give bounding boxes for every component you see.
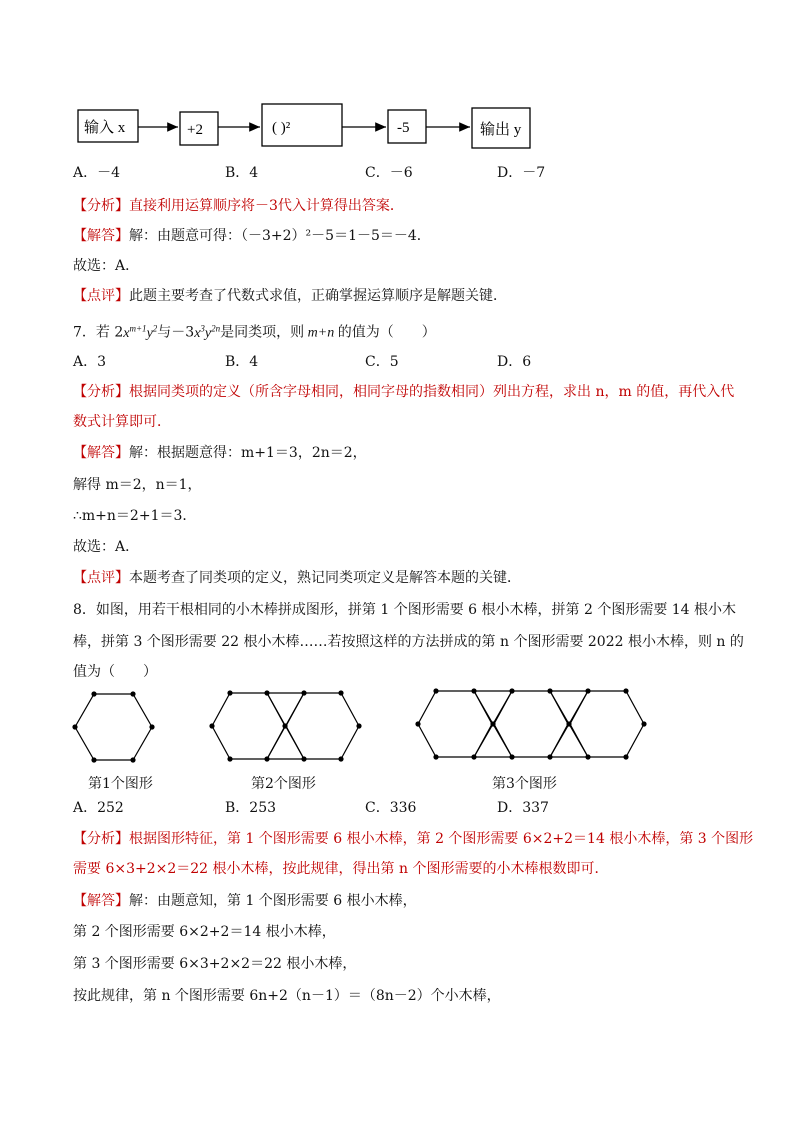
q6-option-d: D．－7	[497, 165, 546, 181]
q7-stem-part: 的值为（ ）	[337, 324, 436, 341]
q8-answer-line3: 第 3 个图形需要 6×3+2×2＝22 根小木棒，	[73, 956, 357, 972]
flow-input-text: 输入 x	[84, 120, 126, 136]
q8-option-c: C．336	[365, 800, 417, 816]
q7-stem-part: 与－3	[157, 324, 195, 341]
hexagon-figure-1	[75, 694, 152, 760]
flow-output-text: 输出 y	[480, 122, 522, 138]
answer-tag: 【解答】	[73, 228, 129, 244]
q8-analysis-line2: 需要 6×3+2×2＝22 根小木棒，按此规律，得出第 n 个图形需要的小木棒根数即可．	[73, 861, 609, 877]
q7-option-c: C．5	[365, 354, 399, 370]
q7-analysis-text: 根据同类项的定义（所含字母相同，相同字母的指数相同）列出方程，求出 n，m 的值，再代入代	[129, 384, 735, 400]
hexagon-figure-2-left	[212, 693, 285, 759]
q8-option-a: A．252	[73, 800, 124, 816]
q8-answer-line4: 按此规律，第 n 个图形需要 6n+2（n－1）＝（8n－2）个小木棒，	[73, 988, 501, 1004]
answer-tag: 【解答】	[73, 445, 129, 461]
hexagon-figure-3-a	[418, 691, 492, 757]
q8-analysis	[73, 829, 753, 849]
q7-comment	[73, 568, 521, 588]
q7-option-b: B．4	[225, 354, 259, 370]
q8-answer-line2: 第 2 个图形需要 6×2+2＝14 根小木棒，	[73, 924, 336, 940]
flow-step1-text: +2	[187, 122, 203, 138]
hexagon-figure-2-right	[286, 693, 359, 759]
comment-tag: 【点评】	[73, 570, 129, 586]
hexagon-figure-3-b	[494, 691, 568, 757]
q8-stem-line3: 值为（ ）	[73, 664, 157, 680]
q8-option-b: B．253	[225, 800, 277, 816]
analysis-tag: 【分析】	[73, 198, 129, 214]
q7-comment-text: 本题考查了同类项的定义，熟记同类项定义是解答本题的关键．	[129, 570, 521, 586]
q6-comment	[73, 286, 507, 306]
comment-tag: 【点评】	[73, 288, 129, 304]
q8-stem-line1: 8．如图，用若干根相同的小木棒拼成图形，拼第 1 个图形需要 6 根小木棒，拼第 2 个图形需要 14 根小木	[73, 602, 737, 618]
flow-diagram	[0, 0, 794, 160]
q6-option-c: C．－6	[365, 165, 413, 181]
q7-stem-part: 7．若 2	[73, 324, 124, 341]
q8-answer-text: 解：由题意知，第 1 个图形需要 6 根小木棒，	[129, 893, 417, 909]
q7-choice: 故选：A．	[73, 539, 140, 555]
q6-analysis-text: 直接利用运算顺序将－3代入计算得出答案．	[129, 198, 404, 214]
q7-stem-part: 是同类项，则	[220, 324, 305, 341]
q7-answer	[73, 443, 367, 463]
q6-option-a: A．－4	[73, 165, 121, 181]
q6-analysis	[73, 196, 404, 216]
q6-choice: 故选：A．	[73, 258, 140, 274]
q8-stem-line2: 棒，拼第 3 个图形需要 22 根小木棒……若按照这样的方法拼成的第 n 个图形需要 2022 根小木棒，则 n 的	[73, 634, 744, 650]
hexagon-figure-3-c	[570, 691, 644, 757]
q7-answer-line3: ∴m+n＝2+1＝3．	[73, 508, 197, 524]
figure-1-label: 第1个图形	[88, 776, 153, 792]
answer-tag: 【解答】	[73, 893, 129, 909]
q6-option-b: B．4	[225, 165, 259, 181]
q7-stem: 7．若 $2x^{m+1}y^2$与$-3x^3y^{2n}$是同类项，则 m+n 的值为（ ）	[73, 323, 436, 341]
figure-3-label: 第3个图形	[492, 776, 557, 792]
q7-option-d: D．6	[497, 354, 532, 370]
flow-step2-text: ( )²	[272, 120, 291, 136]
q6-answer-text: 解：由题意可得：（－3+2）²－5＝1－5＝－4．	[129, 228, 431, 244]
q7-answer-line2: 解得 m＝2，n＝1，	[73, 477, 202, 493]
flow-step3-text: -5	[397, 120, 410, 136]
q8-option-d: D．337	[497, 800, 549, 816]
analysis-tag: 【分析】	[73, 384, 129, 400]
q6-answer	[73, 226, 431, 246]
q6-comment-text: 此题主要考查了代数式求值，正确掌握运算顺序是解题关键．	[129, 288, 507, 304]
q7-analysis	[73, 382, 734, 402]
figure-2-label: 第2个图形	[251, 776, 316, 792]
q7-answer-text: 解：根据题意得：m+1＝3，2n＝2，	[129, 445, 367, 461]
analysis-tag: 【分析】	[73, 831, 129, 847]
q7-analysis-line2: 数式计算即可．	[73, 414, 171, 430]
q8-answer	[73, 891, 417, 911]
q8-analysis-text: 根据图形特征，第 1 个图形需要 6 根小木棒，第 2 个图形需要 6×2+2＝14 根小木棒，第 3 个图形	[129, 831, 754, 847]
q7-option-a: A．3	[73, 354, 107, 370]
